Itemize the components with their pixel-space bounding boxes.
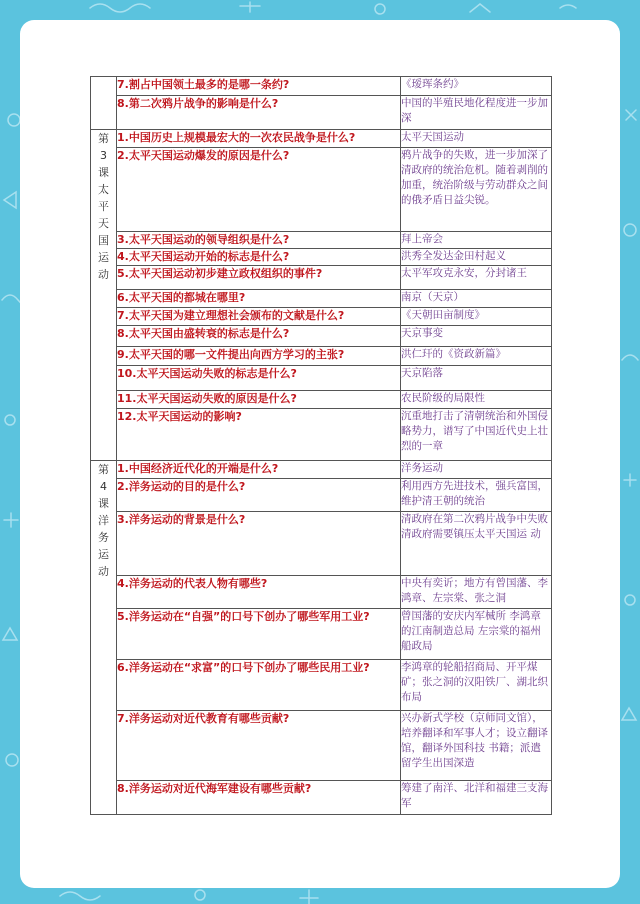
question-cell: 4.太平天国运动开始的标志是什么? (117, 249, 401, 266)
question-cell: 5.太平天国运动初步建立政权组织的事件? (117, 266, 401, 290)
answer-text: 李鸿章的轮船招商局、开平煤矿；张之洞的汉阳铁厂、湖北织布局 (401, 661, 548, 703)
answer-text: 太平军攻克永安，分封诸王 (401, 267, 527, 279)
question-cell: 4.洋务运动的代表人物有哪些? (117, 576, 401, 609)
question-cell: 12.太平天国运动的影响? (117, 409, 401, 461)
table-row (91, 391, 552, 409)
lesson-char: 运 (98, 548, 109, 561)
answer-text: 鸦片战争的失败，进一步加深了清政府的统治危机。随着剥削的加重，统治阶级与劳动群众之间的俄矛盾日益尖锐。 (401, 149, 548, 206)
question-cell: 11.太平天国运动失败的原因是什么? (117, 391, 401, 409)
lesson-char: 太 (98, 183, 109, 196)
question-cell: 6.洋务运动在“求富”的口号下创办了哪些民用工业? (117, 660, 401, 711)
table-row (91, 96, 552, 130)
answer-text: 清政府在第二次鸦片战争中失败 清政府需要镇压太平天国运 动 (401, 513, 548, 540)
answer-cell (401, 609, 552, 660)
watermark: 头条 @MrZhou知识课堂 (444, 868, 612, 886)
answer-text: 中央有奕䜣；地方有曾国藩、李鸿章、左宗棠、张之洞 (401, 577, 548, 604)
lesson-char: 第 (98, 132, 109, 145)
table-row (91, 347, 552, 366)
answer-text: 洋务运动 (401, 462, 443, 474)
lesson-char: 国 (98, 234, 109, 247)
answer-text: 中国的半殖民地化程度进一步加深 (401, 97, 548, 124)
answer-text: 兴办新式学校（京师同文馆），培养翻译和军事人才；设立翻译馆，翻译外国科技 书籍；派遣留学生出国深造 (401, 712, 548, 769)
answer-text: 拜上帝会 (401, 233, 443, 245)
question-cell: 3.洋务运动的背景是什么? (117, 512, 401, 576)
lesson-char: 运 (98, 251, 109, 264)
answer-text: 南京（天京） (401, 291, 464, 303)
lesson-char: 平 (98, 200, 109, 213)
table-row (91, 249, 552, 266)
table-row (91, 711, 552, 781)
answer-cell (401, 347, 552, 366)
answer-cell (401, 461, 552, 479)
lesson-char: 天 (98, 217, 109, 230)
lesson-char: 动 (98, 565, 109, 578)
question-cell: 8.第二次鸦片战争的影响是什么? (117, 96, 401, 130)
table-row (91, 660, 552, 711)
answer-cell (401, 576, 552, 609)
qa-table (90, 76, 552, 815)
answer-cell (401, 130, 552, 148)
question-cell: 9.太平天国的哪一文件提出向西方学习的主张? (117, 347, 401, 366)
answer-cell (401, 308, 552, 326)
question-cell: 3.太平天国运动的领导组织是什么? (117, 232, 401, 249)
answer-text: 曾国藩的安庆内军械所 李鸿章的江南制造总局 左宗棠的福州船政局 (401, 610, 541, 652)
answer-text: 筹建了南洋、北洋和福建三支海军 (401, 782, 548, 809)
table-row (91, 461, 552, 479)
table-row (91, 77, 552, 96)
answer-text: 太平天国运动 (401, 131, 464, 143)
lesson-char: 洋 (98, 514, 109, 527)
lesson-char: 第 (98, 463, 109, 476)
answer-cell (401, 96, 552, 130)
table-row (91, 326, 552, 347)
question-cell: 8.洋务运动对近代海军建设有哪些贡献? (117, 781, 401, 815)
table-row (91, 781, 552, 815)
answer-text: 《天朝田亩制度》 (401, 309, 485, 321)
table-row (91, 409, 552, 461)
question-cell: 8.太平天国由盛转衰的标志是什么? (117, 326, 401, 347)
question-cell: 1.中国经济近代化的开端是什么? (117, 461, 401, 479)
answer-cell (401, 249, 552, 266)
table-row (91, 148, 552, 232)
table-row (91, 366, 552, 391)
answer-cell (401, 409, 552, 461)
table-row (91, 308, 552, 326)
table-row (91, 232, 552, 249)
answer-cell (401, 366, 552, 391)
answer-cell (401, 266, 552, 290)
question-cell: 2.太平天国运动爆发的原因是什么? (117, 148, 401, 232)
question-cell: 10.太平天国运动失败的标志是什么? (117, 366, 401, 391)
answer-text: 利用西方先进技术，强兵富国，维护清王朝的统治 (401, 480, 548, 507)
answer-cell (401, 391, 552, 409)
answer-cell (401, 326, 552, 347)
answer-text: 洪秀全发达金田村起义 (401, 250, 506, 262)
table-row (91, 512, 552, 576)
lesson-3-label (91, 130, 117, 461)
answer-cell (401, 512, 552, 576)
lesson-char: 务 (98, 531, 109, 544)
answer-cell (401, 232, 552, 249)
table-row (91, 479, 552, 512)
lesson-cell-prev (91, 77, 117, 130)
answer-text: 沉重地打击了清朝统治和外国侵略势力，谱写了中国近代史上壮烈的一章 (401, 410, 548, 452)
question-cell: 5.洋务运动在“自强”的口号下创办了哪些军用工业? (117, 609, 401, 660)
question-cell: 7.太平天国为建立理想社会颁布的文献是什么? (117, 308, 401, 326)
lesson-char: 课 (98, 497, 109, 510)
question-cell: 2.洋务运动的目的是什么? (117, 479, 401, 512)
answer-cell (401, 148, 552, 232)
table-row (91, 290, 552, 308)
answer-cell (401, 711, 552, 781)
answer-cell (401, 660, 552, 711)
question-cell: 6.太平天国的都城在哪里? (117, 290, 401, 308)
question-cell: 7.割占中国领土最多的是哪一条约? (117, 77, 401, 96)
question-cell: 7.洋务运动对近代教育有哪些贡献? (117, 711, 401, 781)
lesson-char: 课 (98, 166, 109, 179)
answer-text: 天京陷落 (401, 367, 443, 379)
answer-cell (401, 479, 552, 512)
lesson-char: 3 (100, 149, 107, 162)
answer-cell (401, 781, 552, 815)
lesson-char: 4 (100, 480, 107, 493)
answer-cell (401, 290, 552, 308)
answer-text: 洪仁玕的《资政新篇》 (401, 348, 506, 360)
question-cell: 1.中国历史上规模最宏大的一次农民战争是什么? (117, 130, 401, 148)
answer-text: 天京事变 (401, 327, 443, 339)
lesson-char: 动 (98, 268, 109, 281)
table-row (91, 609, 552, 660)
table-row (91, 130, 552, 148)
answer-cell (401, 77, 552, 96)
answer-text: 《瑷珲条约》 (401, 78, 464, 90)
lesson-4-label (91, 461, 117, 815)
answer-text: 农民阶级的局限性 (401, 392, 485, 404)
table-row (91, 266, 552, 290)
table-row (91, 576, 552, 609)
